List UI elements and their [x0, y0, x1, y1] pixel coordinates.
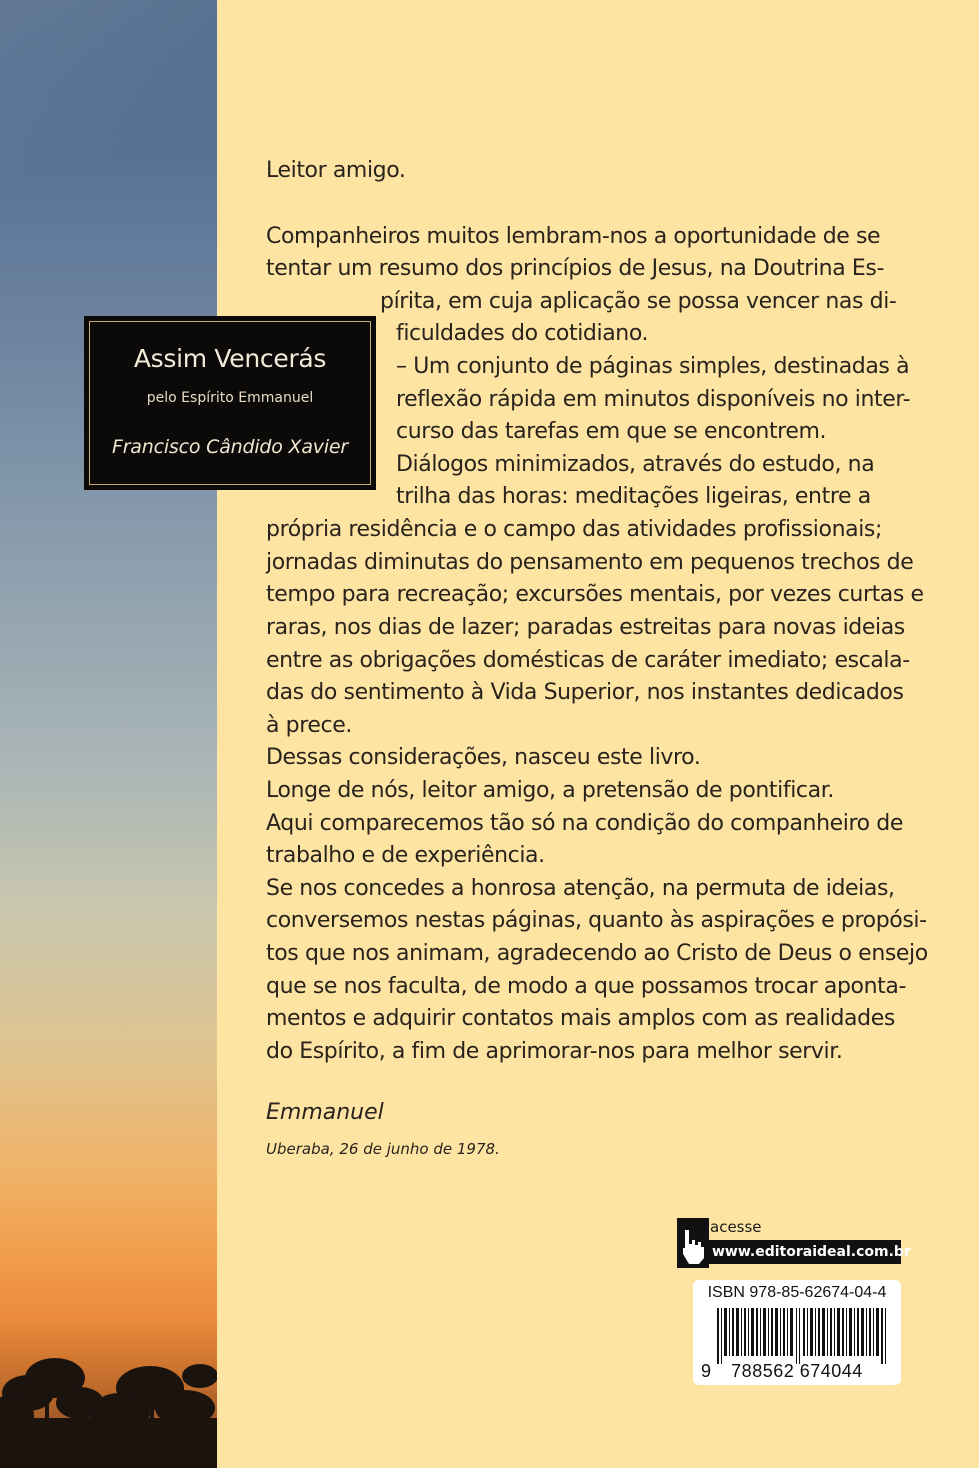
publisher-url-link[interactable]: www.editoraideal.com.br	[708, 1240, 901, 1264]
pointing-hand-icon	[677, 1218, 709, 1268]
body-line: tentar um resumo dos princípios de Jesus, na Doutrina Es-	[266, 256, 884, 281]
tree-silhouette-image	[0, 1298, 217, 1468]
body-line: do Espírito, a fim de aprimorar-nos para melhor servir.	[266, 1039, 843, 1064]
body-line: conversemos nestas páginas, quanto às aspirações e propósi-	[266, 908, 927, 933]
body-line: tos que nos animam, agradecendo ao Cristo de Deus o ensejo	[266, 941, 928, 966]
signature: Emmanuel	[266, 1100, 384, 1125]
body-line: raras, nos dias de lazer; paradas estreitas para novas ideias	[266, 615, 905, 640]
body-line: pírita, em cuja aplicação se possa vencer nas di-	[380, 289, 897, 314]
body-line: trabalho e de experiência.	[266, 843, 545, 868]
body-line: reflexão rápida em minutos disponíveis no inter-	[396, 387, 911, 412]
body-line: curso das tarefas em que se encontrem.	[396, 419, 827, 444]
body-line: Dessas considerações, nasceu este livro.	[266, 745, 701, 770]
body-line: das do sentimento à Vida Superior, nos instantes dedicados	[266, 680, 904, 705]
body-line: ficuldades do cotidiano.	[396, 321, 649, 346]
body-line: jornadas diminutas do pensamento em pequenos trechos de	[266, 550, 914, 575]
body-line: própria residência e o campo das atividades profissionais;	[266, 517, 882, 542]
cover-sky-photo	[0, 0, 217, 1468]
body-line: mentos e adquirir contatos mais amplos com as realidades	[266, 1006, 895, 1031]
barcode-digits: 788562 674044	[731, 1361, 863, 1381]
spirit-credit: pelo Espírito Emmanuel	[146, 390, 314, 406]
isbn-barcode-box	[693, 1280, 901, 1385]
body-line: Longe de nós, leitor amigo, a pretensão de pontificar.	[266, 778, 834, 803]
isbn-label: ISBN 978-85-62674-04-4	[707, 1284, 887, 1301]
body-line: – Um conjunto de páginas simples, destinadas à	[396, 354, 910, 379]
body-line: Se nos concedes a honrosa atenção, na permuta de ideias,	[266, 876, 895, 901]
body-line: tempo para recreação; excursões mentais, por vezes curtas e	[266, 582, 924, 607]
body-line: trilha das horas: meditações ligeiras, entre a	[396, 484, 871, 509]
body-line: que se nos faculta, de modo a que possamos trocar aponta-	[266, 974, 907, 999]
body-line: entre as obrigações domésticas de caráter imediato; escala-	[266, 648, 910, 673]
acesse-label: acesse	[710, 1218, 762, 1236]
body-line: Diálogos minimizados, através do estudo, na	[396, 452, 875, 477]
greeting: Leitor amigo.	[266, 158, 406, 183]
place-date: Uberaba, 26 de junho de 1978.	[266, 1140, 500, 1158]
publisher-link-block[interactable]	[677, 1218, 911, 1268]
body-line: Companheiros muitos lembram-nos a oportunidade de se	[266, 224, 881, 249]
book-title: Assim Vencerás	[133, 344, 327, 373]
barcode-image	[715, 1308, 887, 1364]
barcode-first-digit: 9	[701, 1361, 712, 1381]
body-line: Aqui comparecemos tão só na condição do companheiro de	[266, 811, 903, 836]
author-name: Francisco Cândido Xavier	[111, 436, 349, 458]
body-line: à prece.	[266, 713, 352, 738]
